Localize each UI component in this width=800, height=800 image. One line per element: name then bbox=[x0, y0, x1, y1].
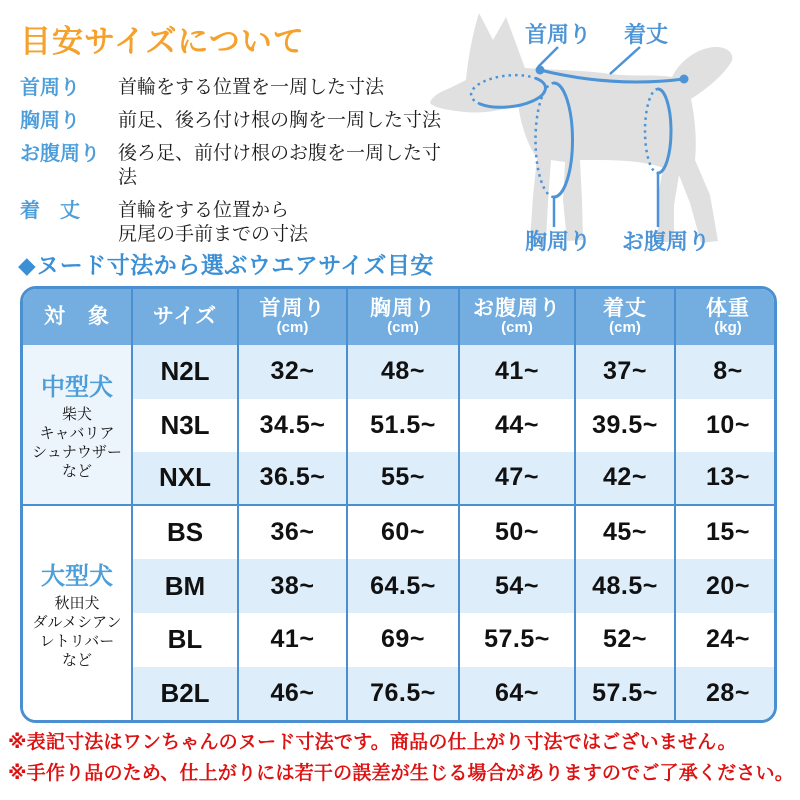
column-header-unit: (cm) bbox=[609, 319, 641, 336]
chest-value-cell: 60~ bbox=[346, 506, 458, 560]
weight-value-cell: 28~ bbox=[674, 667, 777, 721]
size-cell: B2L bbox=[131, 667, 237, 721]
neck-value-cell: 36~ bbox=[237, 506, 346, 560]
breed-example: レトリバー bbox=[39, 632, 115, 650]
category-name: 中型犬 bbox=[41, 374, 113, 402]
breed-example: など bbox=[61, 651, 92, 669]
weight-value-cell: 15~ bbox=[674, 506, 777, 560]
chest-value-cell: 76.5~ bbox=[346, 667, 458, 721]
definition-length bbox=[20, 199, 450, 247]
belly-value-cell: 50~ bbox=[458, 506, 574, 560]
footnote-nude-size: ※表記寸法はワンちゃんのヌード寸法です。商品の仕上がり寸法ではございません。 bbox=[8, 732, 737, 753]
column-header-length bbox=[574, 289, 674, 345]
definition-text-line2: 尻尾の手前までの寸法 bbox=[118, 224, 309, 245]
column-header-size bbox=[131, 289, 237, 345]
definition-text: 後ろ足、前付け根のお腹を一周した寸法 bbox=[118, 143, 442, 188]
size-cell: BS bbox=[131, 506, 237, 560]
length-value-cell: 42~ bbox=[574, 452, 674, 506]
belly-value-cell: 64~ bbox=[458, 667, 574, 721]
column-header-unit: (cm) bbox=[501, 319, 533, 336]
size-cell: BM bbox=[131, 559, 237, 613]
weight-value-cell: 13~ bbox=[674, 452, 777, 506]
length-value-cell: 39.5~ bbox=[574, 399, 674, 453]
column-header-unit: (cm) bbox=[276, 319, 309, 336]
breed-example: 柴犬 bbox=[61, 406, 92, 424]
dog-measurement-diagram bbox=[418, 0, 800, 256]
breed-example: シュナウザー bbox=[32, 444, 122, 462]
column-header-target bbox=[23, 289, 131, 345]
column-header-neck bbox=[237, 289, 346, 345]
neck-value-cell: 38~ bbox=[237, 559, 346, 613]
definition-text: 首輪をする位置を一周した寸法 bbox=[118, 77, 385, 98]
definition-label: 首周り bbox=[20, 77, 80, 99]
length-value-cell: 48.5~ bbox=[574, 559, 674, 613]
footnote-handmade: ※手作り品のため、仕上がりには若干の誤差が生じる場合がありますのでご了承ください。 bbox=[8, 763, 794, 784]
table-section-title: ◆ヌード寸法から選ぶウエアサイズ目安 bbox=[18, 252, 434, 278]
size-cell: N2L bbox=[131, 345, 237, 399]
column-header-label: サイズ bbox=[152, 305, 218, 328]
breed-example: 秋田犬 bbox=[54, 594, 100, 612]
chest-value-cell: 51.5~ bbox=[346, 399, 458, 453]
column-header-label: 着丈 bbox=[603, 297, 647, 320]
neck-value-cell: 32~ bbox=[237, 345, 346, 399]
column-header-belly bbox=[458, 289, 574, 345]
column-header-label: 対 象 bbox=[44, 305, 110, 328]
neck-value-cell: 34.5~ bbox=[237, 399, 346, 453]
definition-neck bbox=[20, 76, 450, 100]
belly-value-cell: 44~ bbox=[458, 399, 574, 453]
category-name: 大型犬 bbox=[41, 562, 113, 590]
size-cell: BL bbox=[131, 613, 237, 667]
chest-value-cell: 48~ bbox=[346, 345, 458, 399]
column-header-chest bbox=[346, 289, 458, 345]
weight-value-cell: 24~ bbox=[674, 613, 777, 667]
size-cell: NXL bbox=[131, 452, 237, 506]
footnotes bbox=[8, 727, 798, 789]
column-header-label: 首周り bbox=[259, 297, 326, 320]
length-value-cell: 52~ bbox=[574, 613, 674, 667]
category-cell-medium-dog bbox=[23, 345, 131, 506]
dog-diagram-svg bbox=[418, 0, 800, 256]
definition-chest bbox=[20, 109, 450, 133]
weight-value-cell: 10~ bbox=[674, 399, 777, 453]
column-header-unit: (cm) bbox=[387, 319, 419, 336]
belly-value-cell: 41~ bbox=[458, 345, 574, 399]
neck-value-cell: 36.5~ bbox=[237, 452, 346, 506]
belly-value-cell: 57.5~ bbox=[458, 613, 574, 667]
dog-silhouette bbox=[430, 13, 732, 243]
length-label-leader-line bbox=[610, 47, 640, 74]
weight-value-cell: 20~ bbox=[674, 559, 777, 613]
column-header-label: 体重 bbox=[706, 297, 750, 320]
weight-value-cell: 8~ bbox=[674, 345, 777, 399]
definition-label: 胸周り bbox=[20, 110, 80, 132]
definition-label: お腹周り bbox=[20, 143, 100, 165]
length-value-cell: 37~ bbox=[574, 345, 674, 399]
definition-label: 着 丈 bbox=[20, 200, 80, 222]
definition-text bbox=[118, 199, 308, 247]
neck-value-cell: 46~ bbox=[237, 667, 346, 721]
column-header-unit: (kg) bbox=[714, 319, 742, 336]
breed-example: など bbox=[61, 463, 92, 481]
belly-value-cell: 47~ bbox=[458, 452, 574, 506]
breed-example: キャバリア bbox=[39, 425, 115, 443]
diagram-neck-label: 首周り bbox=[524, 22, 592, 47]
category-cell-large-dog bbox=[23, 506, 131, 720]
diagram-chest-label: 胸周り bbox=[524, 229, 592, 254]
neck-value-cell: 41~ bbox=[237, 613, 346, 667]
length-value-cell: 45~ bbox=[574, 506, 674, 560]
chest-value-cell: 69~ bbox=[346, 613, 458, 667]
definition-text: 前足、後ろ付け根の胸を一周した寸法 bbox=[118, 110, 442, 131]
definition-text-line1: 首輪をする位置から bbox=[118, 200, 290, 221]
column-header-weight bbox=[674, 289, 777, 345]
diagram-length-label: 着丈 bbox=[623, 22, 669, 47]
column-header-label: お腹周り bbox=[473, 297, 561, 320]
belly-value-cell: 54~ bbox=[458, 559, 574, 613]
size-chart-table bbox=[20, 286, 777, 723]
column-header-label: 胸周り bbox=[370, 297, 436, 320]
definition-belly bbox=[20, 142, 450, 190]
breed-example: ダルメシアン bbox=[32, 613, 122, 631]
neck-label-leader-line bbox=[538, 47, 558, 67]
length-value-cell: 57.5~ bbox=[574, 667, 674, 721]
chest-value-cell: 64.5~ bbox=[346, 559, 458, 613]
measurement-definitions bbox=[20, 76, 450, 256]
chest-value-cell: 55~ bbox=[346, 452, 458, 506]
size-cell: N3L bbox=[131, 399, 237, 453]
page-title: 目安サイズについて bbox=[20, 24, 305, 59]
diagram-belly-label: お腹周り bbox=[621, 229, 711, 254]
